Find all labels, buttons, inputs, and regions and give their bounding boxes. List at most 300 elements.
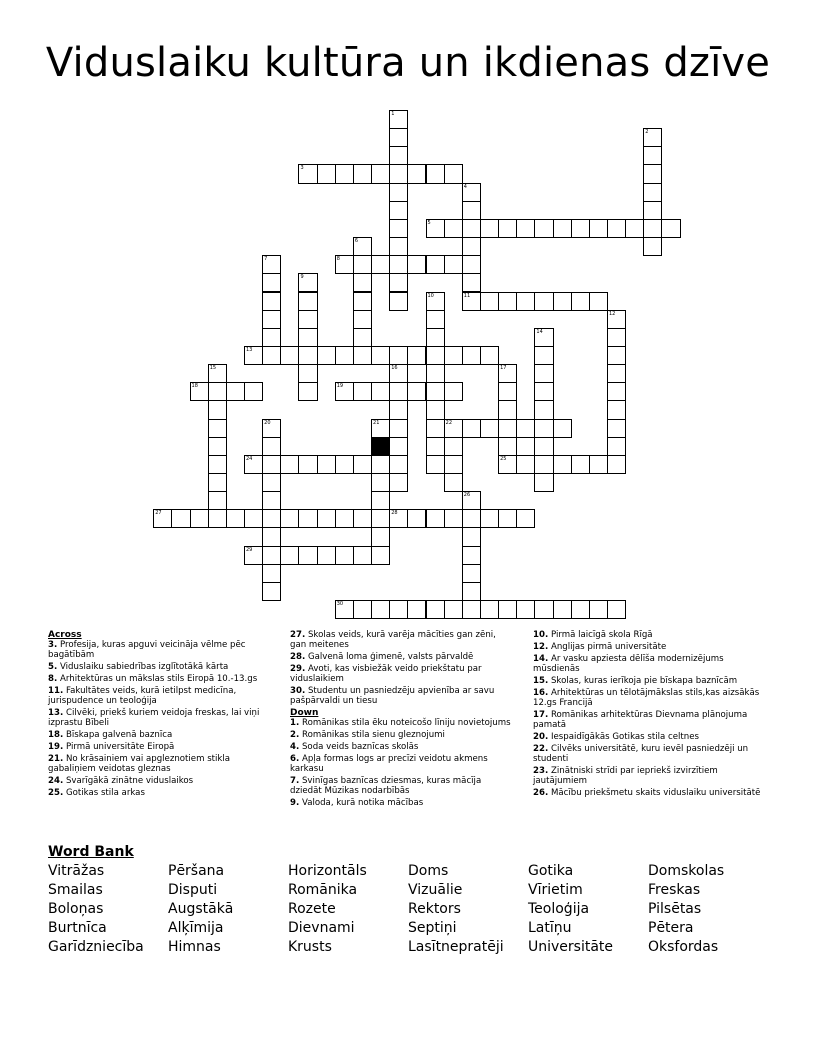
grid-cell[interactable] <box>462 564 481 583</box>
clue-number: 26. <box>533 788 549 798</box>
grid-cell[interactable] <box>553 600 572 619</box>
grid-cell[interactable] <box>426 382 445 401</box>
grid-cell[interactable] <box>280 455 299 474</box>
grid-cell[interactable] <box>353 382 372 401</box>
grid-cell[interactable] <box>516 419 535 438</box>
grid-cell[interactable] <box>498 600 517 619</box>
grid-cell[interactable] <box>571 455 590 474</box>
grid-cell[interactable] <box>335 346 354 365</box>
grid-cell[interactable] <box>298 328 317 347</box>
grid-cell[interactable] <box>262 564 281 583</box>
grid-cell[interactable] <box>407 255 426 274</box>
grid-cell[interactable] <box>607 382 626 401</box>
grid-cell[interactable] <box>553 219 572 238</box>
grid-cell[interactable] <box>262 582 281 601</box>
grid-cell[interactable] <box>371 419 390 438</box>
grid-block <box>371 437 390 456</box>
clue-number: 19 <box>336 383 344 390</box>
clue-text: Ar vasku apziesta dēlīša modernizējums mūsdienās <box>533 654 724 674</box>
grid-cell[interactable] <box>534 328 553 347</box>
clue-number: 7 <box>264 256 268 263</box>
grid-cell[interactable] <box>371 164 390 183</box>
grid-cell[interactable] <box>462 600 481 619</box>
grid-cell[interactable] <box>317 164 336 183</box>
grid-cell[interactable] <box>353 455 372 474</box>
grid-cell[interactable] <box>353 310 372 329</box>
grid-cell[interactable] <box>353 273 372 292</box>
grid-cell[interactable] <box>407 382 426 401</box>
grid-cell[interactable] <box>553 292 572 311</box>
grid-cell[interactable] <box>153 509 172 528</box>
grid-cell[interactable] <box>607 419 626 438</box>
clue-across-11 <box>48 686 270 706</box>
clue-number: 17 <box>500 365 507 372</box>
clue-text: Profesija, kuras apguvi veicināja vēlme pēc bagātībām <box>48 640 246 660</box>
grid-cell[interactable] <box>426 292 445 311</box>
clue-text: No krāsainiem vai apgleznotiem stikla gabaliņiem veidotas gleznas <box>48 754 231 774</box>
grid-cell[interactable] <box>571 219 590 238</box>
grid-cell[interactable] <box>498 382 517 401</box>
grid-cell[interactable] <box>244 455 263 474</box>
grid-cell[interactable] <box>389 473 408 492</box>
clue-number: 14. <box>533 654 549 664</box>
grid-cell[interactable] <box>371 255 390 274</box>
grid-cell[interactable] <box>298 164 317 183</box>
grid-cell[interactable] <box>298 455 317 474</box>
grid-cell[interactable] <box>426 219 445 238</box>
grid-cell[interactable] <box>462 219 481 238</box>
clue-number: 2. <box>290 730 300 740</box>
grid-cell[interactable] <box>371 509 390 528</box>
grid-cell[interactable] <box>462 255 481 274</box>
grid-cell[interactable] <box>444 346 463 365</box>
grid-cell[interactable] <box>643 219 662 238</box>
clue-text: Svarīgākā zinātne viduslaikos <box>63 776 194 786</box>
clue-down-4 <box>290 742 512 752</box>
grid-cell[interactable] <box>589 600 608 619</box>
grid-cell[interactable] <box>462 491 481 510</box>
grid-cell[interactable] <box>480 346 499 365</box>
grid-cell[interactable] <box>607 455 626 474</box>
grid-cell[interactable] <box>298 292 317 311</box>
grid-cell[interactable] <box>208 364 227 383</box>
clue-down-9 <box>290 798 512 808</box>
grid-cell[interactable] <box>589 292 608 311</box>
grid-cell[interactable] <box>462 582 481 601</box>
grid-cell[interactable] <box>480 219 499 238</box>
grid-cell[interactable] <box>607 346 626 365</box>
grid-cell[interactable] <box>643 183 662 202</box>
grid-cell[interactable] <box>534 292 553 311</box>
grid-cell[interactable] <box>280 509 299 528</box>
grid-cell[interactable] <box>353 237 372 256</box>
grid-cell[interactable] <box>516 219 535 238</box>
grid-cell[interactable] <box>534 346 553 365</box>
grid-cell[interactable] <box>498 364 517 383</box>
grid-cell[interactable] <box>335 382 354 401</box>
grid-cell[interactable] <box>643 164 662 183</box>
clue-text: Skolas veids, kurā varēja mācīties gan zēni, gan meitenes <box>290 630 496 650</box>
grid-cell[interactable] <box>262 546 281 565</box>
grid-cell[interactable] <box>317 455 336 474</box>
grid-cell[interactable] <box>371 546 390 565</box>
grid-cell[interactable] <box>607 364 626 383</box>
clue-text: Romānikas stila sienu gleznojumi <box>299 730 445 740</box>
grid-cell[interactable] <box>389 419 408 438</box>
grid-cell[interactable] <box>262 328 281 347</box>
clue-text: Svinīgas baznīcas dziesmas, kuras mācīja dziedāt Mūzikas nodarbībās <box>290 776 482 796</box>
grid-cell[interactable] <box>298 509 317 528</box>
grid-cell[interactable] <box>462 509 481 528</box>
word-bank-word: Rozete <box>288 901 336 917</box>
grid-cell[interactable] <box>353 328 372 347</box>
clue-number: 29. <box>290 664 306 674</box>
clue-text: Cilvēks universitātē, kuru ievēl pasniedzēji un studenti <box>533 744 749 764</box>
grid-cell[interactable] <box>389 273 408 292</box>
grid-cell[interactable] <box>534 364 553 383</box>
grid-cell[interactable] <box>262 455 281 474</box>
grid-cell[interactable] <box>190 509 209 528</box>
grid-cell[interactable] <box>353 164 372 183</box>
grid-cell[interactable] <box>534 219 553 238</box>
grid-cell[interactable] <box>389 346 408 365</box>
grid-cell[interactable] <box>480 600 499 619</box>
word-bank-word: Horizontāls <box>288 863 367 879</box>
clue-down-14 <box>533 654 765 674</box>
word-bank-word: Vizuālie <box>408 882 463 898</box>
grid-cell[interactable] <box>389 509 408 528</box>
clue-number: 3 <box>300 165 304 172</box>
grid-cell[interactable] <box>516 292 535 311</box>
grid-cell[interactable] <box>534 419 553 438</box>
word-bank-word: Universitāte <box>528 939 614 955</box>
grid-cell[interactable] <box>298 273 317 292</box>
clue-across-8 <box>48 674 270 684</box>
grid-cell[interactable] <box>389 437 408 456</box>
grid-cell[interactable] <box>226 382 245 401</box>
grid-cell[interactable] <box>298 382 317 401</box>
grid-cell[interactable] <box>389 219 408 238</box>
grid-cell[interactable] <box>516 509 535 528</box>
clue-number: 30 <box>336 601 344 608</box>
grid-cell[interactable] <box>298 310 317 329</box>
grid-cell[interactable] <box>426 600 445 619</box>
grid-cell[interactable] <box>480 419 499 438</box>
clue-number: 9. <box>290 798 300 808</box>
grid-cell[interactable] <box>462 546 481 565</box>
grid-cell[interactable] <box>262 310 281 329</box>
grid-cell[interactable] <box>407 600 426 619</box>
grid-cell[interactable] <box>298 364 317 383</box>
word-bank-word: Smailas <box>48 882 103 898</box>
grid-cell[interactable] <box>426 400 445 419</box>
grid-cell[interactable] <box>389 237 408 256</box>
grid-cell[interactable] <box>462 183 481 202</box>
grid-cell[interactable] <box>335 546 354 565</box>
grid-cell[interactable] <box>607 600 626 619</box>
grid-cell[interactable] <box>389 255 408 274</box>
clue-number: 6 <box>354 238 359 245</box>
grid-cell[interactable] <box>534 382 553 401</box>
grid-cell[interactable] <box>480 292 499 311</box>
clue-number: 25 <box>500 455 507 462</box>
across-heading: Across <box>48 630 82 640</box>
grid-cell[interactable] <box>444 473 463 492</box>
grid-cell[interactable] <box>335 164 354 183</box>
grid-cell[interactable] <box>661 219 680 238</box>
clue-number: 22 <box>445 419 453 426</box>
grid-cell[interactable] <box>262 255 281 274</box>
grid-cell[interactable] <box>389 164 408 183</box>
grid-cell[interactable] <box>371 527 390 546</box>
grid-cell[interactable] <box>426 255 445 274</box>
grid-cell[interactable] <box>444 219 463 238</box>
grid-cell[interactable] <box>208 473 227 492</box>
grid-cell[interactable] <box>389 110 408 129</box>
grid-cell[interactable] <box>389 364 408 383</box>
clue-number: 23. <box>533 766 549 776</box>
grid-cell[interactable] <box>534 473 553 492</box>
clue-down-10 <box>533 630 765 640</box>
grid-cell[interactable] <box>462 527 481 546</box>
grid-cell[interactable] <box>190 382 209 401</box>
grid-cell[interactable] <box>534 600 553 619</box>
grid-cell[interactable] <box>371 455 390 474</box>
grid-cell[interactable] <box>353 546 372 565</box>
grid-cell[interactable] <box>462 292 481 311</box>
clue-across-27 <box>290 630 512 650</box>
clue-text: Cilvēki, priekš kuriem veidoja freskas, lai viņi izprastu Bībeli <box>48 708 260 728</box>
grid-cell[interactable] <box>262 437 281 456</box>
clue-text: Romānikas stila ēku noteicošo līniju novietojums <box>299 718 511 728</box>
grid-cell[interactable] <box>607 328 626 347</box>
clue-number: 21. <box>48 754 64 764</box>
word-bank-word: Romānika <box>288 882 358 898</box>
grid-cell[interactable] <box>389 455 408 474</box>
grid-cell[interactable] <box>516 455 535 474</box>
grid-cell[interactable] <box>262 273 281 292</box>
down-heading: Down <box>290 708 319 718</box>
grid-cell[interactable] <box>607 219 626 238</box>
grid-cell[interactable] <box>335 509 354 528</box>
grid-cell[interactable] <box>426 437 445 456</box>
grid-cell[interactable] <box>607 310 626 329</box>
grid-cell[interactable] <box>208 419 227 438</box>
grid-cell[interactable] <box>444 419 463 438</box>
clue-text: Skolas, kuras ierīkoja pie bīskapa baznīcām <box>548 676 738 686</box>
grid-cell[interactable] <box>208 400 227 419</box>
grid-cell[interactable] <box>407 346 426 365</box>
clue-number: 13 <box>246 346 253 353</box>
grid-cell[interactable] <box>426 310 445 329</box>
grid-cell[interactable] <box>244 382 263 401</box>
word-bank-word: Dievnami <box>288 920 355 936</box>
grid-cell[interactable] <box>589 455 608 474</box>
grid-cell[interactable] <box>298 546 317 565</box>
clue-number: 13. <box>48 708 64 718</box>
grid-cell[interactable] <box>208 437 227 456</box>
clue-text: Fakultātes veids, kurā ietilpst medicīna, jurispudence un teoloģija <box>48 686 237 706</box>
grid-cell[interactable] <box>262 473 281 492</box>
grid-cell[interactable] <box>262 419 281 438</box>
clue-text: Mācību priekšmetu skaits viduslaiku universitātē <box>548 788 761 798</box>
grid-cell[interactable] <box>280 346 299 365</box>
grid-cell[interactable] <box>208 382 227 401</box>
clue-number: 18 <box>191 383 198 390</box>
grid-cell[interactable] <box>462 201 481 220</box>
grid-cell[interactable] <box>389 183 408 202</box>
grid-cell[interactable] <box>462 273 481 292</box>
clue-down-2 <box>290 730 512 740</box>
grid-cell[interactable] <box>625 219 644 238</box>
grid-cell[interactable] <box>371 491 390 510</box>
grid-cell[interactable] <box>371 473 390 492</box>
clues-column-1 <box>48 630 270 800</box>
grid-cell[interactable] <box>553 419 572 438</box>
grid-cell[interactable] <box>426 419 445 438</box>
grid-cell[interactable] <box>244 546 263 565</box>
grid-cell[interactable] <box>389 146 408 165</box>
grid-cell[interactable] <box>371 600 390 619</box>
grid-cell[interactable] <box>389 201 408 220</box>
grid-cell[interactable] <box>262 527 281 546</box>
grid-cell[interactable] <box>171 509 190 528</box>
grid-cell[interactable] <box>426 455 445 474</box>
grid-cell[interactable] <box>444 164 463 183</box>
clue-number: 4 <box>463 183 467 190</box>
clue-down-17 <box>533 710 765 730</box>
grid-cell[interactable] <box>335 255 354 274</box>
clue-across-21 <box>48 754 270 774</box>
grid-cell[interactable] <box>498 219 517 238</box>
grid-cell[interactable] <box>407 509 426 528</box>
grid-cell[interactable] <box>262 292 281 311</box>
grid-cell[interactable] <box>298 346 317 365</box>
grid-cell[interactable] <box>444 437 463 456</box>
grid-cell[interactable] <box>280 546 299 565</box>
grid-cell[interactable] <box>498 400 517 419</box>
grid-cell[interactable] <box>262 509 281 528</box>
grid-cell[interactable] <box>262 491 281 510</box>
grid-cell[interactable] <box>643 146 662 165</box>
clue-number: 5. <box>48 662 58 672</box>
grid-cell[interactable] <box>498 437 517 456</box>
grid-cell[interactable] <box>208 509 227 528</box>
grid-cell[interactable] <box>208 491 227 510</box>
grid-cell[interactable] <box>534 455 553 474</box>
grid-cell[interactable] <box>589 219 608 238</box>
clue-number: 15 <box>209 365 217 372</box>
grid-cell[interactable] <box>444 600 463 619</box>
grid-cell[interactable] <box>353 292 372 311</box>
grid-cell[interactable] <box>317 346 336 365</box>
grid-cell[interactable] <box>498 455 517 474</box>
word-bank-word: Doms <box>408 863 449 879</box>
grid-cell[interactable] <box>444 509 463 528</box>
clue-number: 29 <box>246 546 253 553</box>
grid-cell[interactable] <box>426 364 445 383</box>
grid-cell[interactable] <box>444 255 463 274</box>
grid-cell[interactable] <box>226 509 245 528</box>
grid-cell[interactable] <box>353 346 372 365</box>
grid-cell[interactable] <box>262 346 281 365</box>
clue-number: 27. <box>290 630 306 640</box>
grid-cell[interactable] <box>480 509 499 528</box>
grid-cell[interactable] <box>607 437 626 456</box>
clue-number: 9 <box>300 274 304 281</box>
grid-cell[interactable] <box>643 237 662 256</box>
clue-across-19 <box>48 742 270 752</box>
grid-cell[interactable] <box>534 437 553 456</box>
grid-cell[interactable] <box>571 292 590 311</box>
grid-cell[interactable] <box>353 600 372 619</box>
grid-cell[interactable] <box>462 419 481 438</box>
grid-cell[interactable] <box>389 292 408 311</box>
grid-cell[interactable] <box>462 237 481 256</box>
clue-number: 14 <box>536 328 543 335</box>
word-bank-word: Teoloģija <box>528 901 590 917</box>
grid-cell[interactable] <box>462 346 481 365</box>
grid-cell[interactable] <box>498 292 517 311</box>
grid-cell[interactable] <box>353 255 372 274</box>
grid-cell[interactable] <box>389 382 408 401</box>
grid-cell[interactable] <box>553 455 572 474</box>
grid-cell[interactable] <box>244 509 263 528</box>
grid-cell[interactable] <box>244 346 263 365</box>
grid-cell[interactable] <box>353 509 372 528</box>
grid-cell[interactable] <box>516 600 535 619</box>
word-bank-word: Disputi <box>168 882 218 898</box>
grid-cell[interactable] <box>643 128 662 147</box>
grid-cell[interactable] <box>607 400 626 419</box>
clue-number: 16. <box>533 688 549 698</box>
grid-cell[interactable] <box>444 455 463 474</box>
clue-text: Iespaidīgākās Gotikas stila celtnes <box>548 732 699 742</box>
grid-cell[interactable] <box>389 600 408 619</box>
grid-cell[interactable] <box>335 600 354 619</box>
clue-down-6 <box>290 754 512 774</box>
word-bank-word: Pilsētas <box>648 901 702 917</box>
word-bank-word: Alķīmija <box>168 920 224 936</box>
grid-cell[interactable] <box>407 164 426 183</box>
grid-cell[interactable] <box>426 328 445 347</box>
grid-cell[interactable] <box>371 382 390 401</box>
grid-cell[interactable] <box>335 455 354 474</box>
grid-cell[interactable] <box>426 164 445 183</box>
grid-cell[interactable] <box>643 201 662 220</box>
clue-number: 2 <box>645 129 649 136</box>
grid-cell[interactable] <box>208 455 227 474</box>
grid-cell[interactable] <box>426 346 445 365</box>
clue-number: 27 <box>155 510 162 517</box>
word-bank-word: Freskas <box>648 882 701 898</box>
grid-cell[interactable] <box>317 509 336 528</box>
grid-cell[interactable] <box>389 128 408 147</box>
grid-cell[interactable] <box>534 400 553 419</box>
word-bank-word: Garīdzniecība <box>48 939 144 955</box>
grid-cell[interactable] <box>371 346 390 365</box>
grid-cell[interactable] <box>498 509 517 528</box>
clue-text: Arhitektūras un tēlotājmākslas stils,kas aizsākās 12.gs Francijā <box>533 688 760 708</box>
grid-cell[interactable] <box>389 400 408 419</box>
clue-number: 5 <box>427 219 431 226</box>
grid-cell[interactable] <box>426 509 445 528</box>
grid-cell[interactable] <box>317 546 336 565</box>
grid-cell[interactable] <box>571 600 590 619</box>
grid-cell[interactable] <box>498 419 517 438</box>
grid-cell[interactable] <box>444 382 463 401</box>
word-bank-word: Augstākā <box>168 901 234 917</box>
